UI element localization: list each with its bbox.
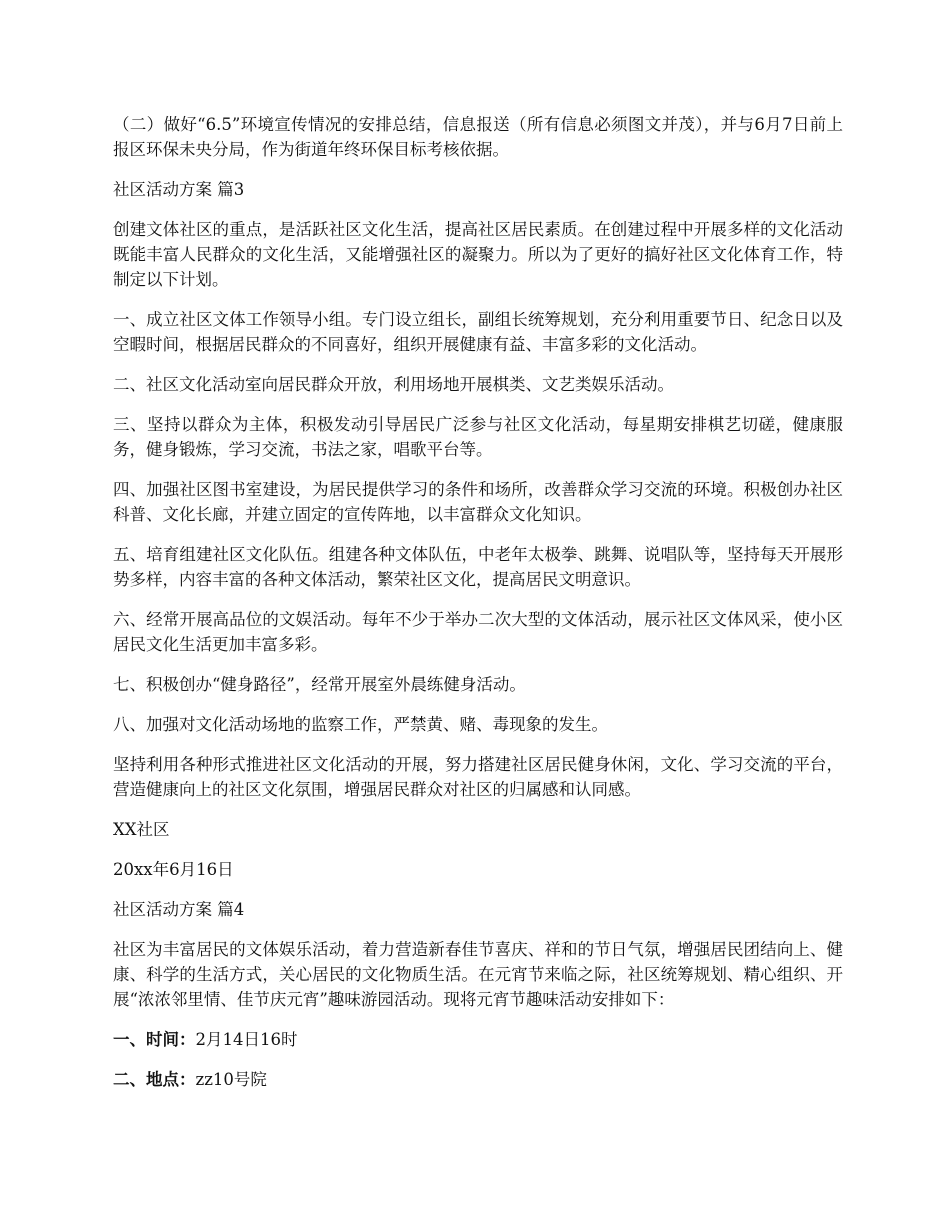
signature-date: 20xx年6月16日 <box>113 860 234 879</box>
document-body <box>113 112 843 1107</box>
time-item <box>113 1027 843 1052</box>
paragraph-environment-summary: （二）做好“6.5”环境宣传情况的安排总结，信息报送（所有信息必须图文并茂），并与6月7日前上报区环保未央分局，作为街道年终环保目标考核依据。 <box>113 115 843 159</box>
list-item-7: 七、积极创办“健身路径”，经常开展室外晨练健身活动。 <box>113 675 526 694</box>
paragraph-lantern-intro: 社区为丰富居民的文体娱乐活动，着力营造新春佳节喜庆、祥和的节日气氛，增强居民团结向上、健康、科学的生活方式，关心居民的文化物质生活。在元宵节来临之际，社区统筹规划、精心组织、开展“浓浓邻里情、佳节庆元宵”趣味游园活动。现将元宵节趣味活动安排如下： <box>113 940 843 1009</box>
list-item-4: 四、加强社区图书室建设，为居民提供学习的条件和场所，改善群众学习交流的环境。积极创办社区科普、文化长廊，并建立固定的宣传阵地，以丰富群众文化知识。 <box>113 480 843 524</box>
place-label: 二、地点： <box>113 1070 196 1089</box>
list-item-5: 五、培育组建社区文化队伍。组建各种文体队伍，中老年太极拳、跳舞、说唱队等，坚持每天开展形势多样，内容丰富的各种文体活动，繁荣社区文化，提高居民文明意识。 <box>113 545 843 589</box>
list-item-8: 八、加强对文化活动场地的监察工作，严禁黄、赌、毒现象的发生。 <box>113 715 608 734</box>
section-heading-plan-3: 社区活动方案 篇3 <box>113 180 245 199</box>
paragraph-conclusion: 坚持利用各种形式推进社区文化活动的开展，努力搭建社区居民健身休闲，文化、学习交流的平台，营造健康向上的社区文化氛围，增强居民群众对社区的归属感和认同感。 <box>113 755 843 799</box>
place-value: zz10号院 <box>195 1070 267 1089</box>
place-item <box>113 1067 843 1092</box>
time-value: 2月14日16时 <box>195 1030 298 1049</box>
time-label: 一、时间： <box>113 1030 196 1049</box>
section-heading-plan-4: 社区活动方案 篇4 <box>113 900 245 919</box>
paragraph-intro: 创建文体社区的重点，是活跃社区文化生活，提高社区居民素质。在创建过程中开展多样的文化活动既能丰富人民群众的文化生活，又能增强社区的凝聚力。所以为了更好的搞好社区文化体育工作，特制定以下计划。 <box>113 220 843 289</box>
list-item-2: 二、社区文化活动室向居民群众开放，利用场地开展棋类、文艺类娱乐活动。 <box>113 375 674 394</box>
list-item-1: 一、成立社区文体工作领导小组。专门设立组长，副组长统筹规划，充分利用重要节日、纪念日以及空暇时间，根据居民群众的不同喜好，组织开展健康有益、丰富多彩的文化活动。 <box>113 310 843 354</box>
list-item-6: 六、经常开展高品位的文娱活动。每年不少于举办二次大型的文体活动，展示社区文体风采，使小区居民文化生活更加丰富多彩。 <box>113 610 843 654</box>
list-item-3: 三、坚持以群众为主体，积极发动引导居民广泛参与社区文化活动，每星期安排棋艺切磋，健康服务，健身锻炼，学习交流，书法之家，唱歌平台等。 <box>113 415 843 459</box>
signature-community: XX社区 <box>113 820 170 839</box>
